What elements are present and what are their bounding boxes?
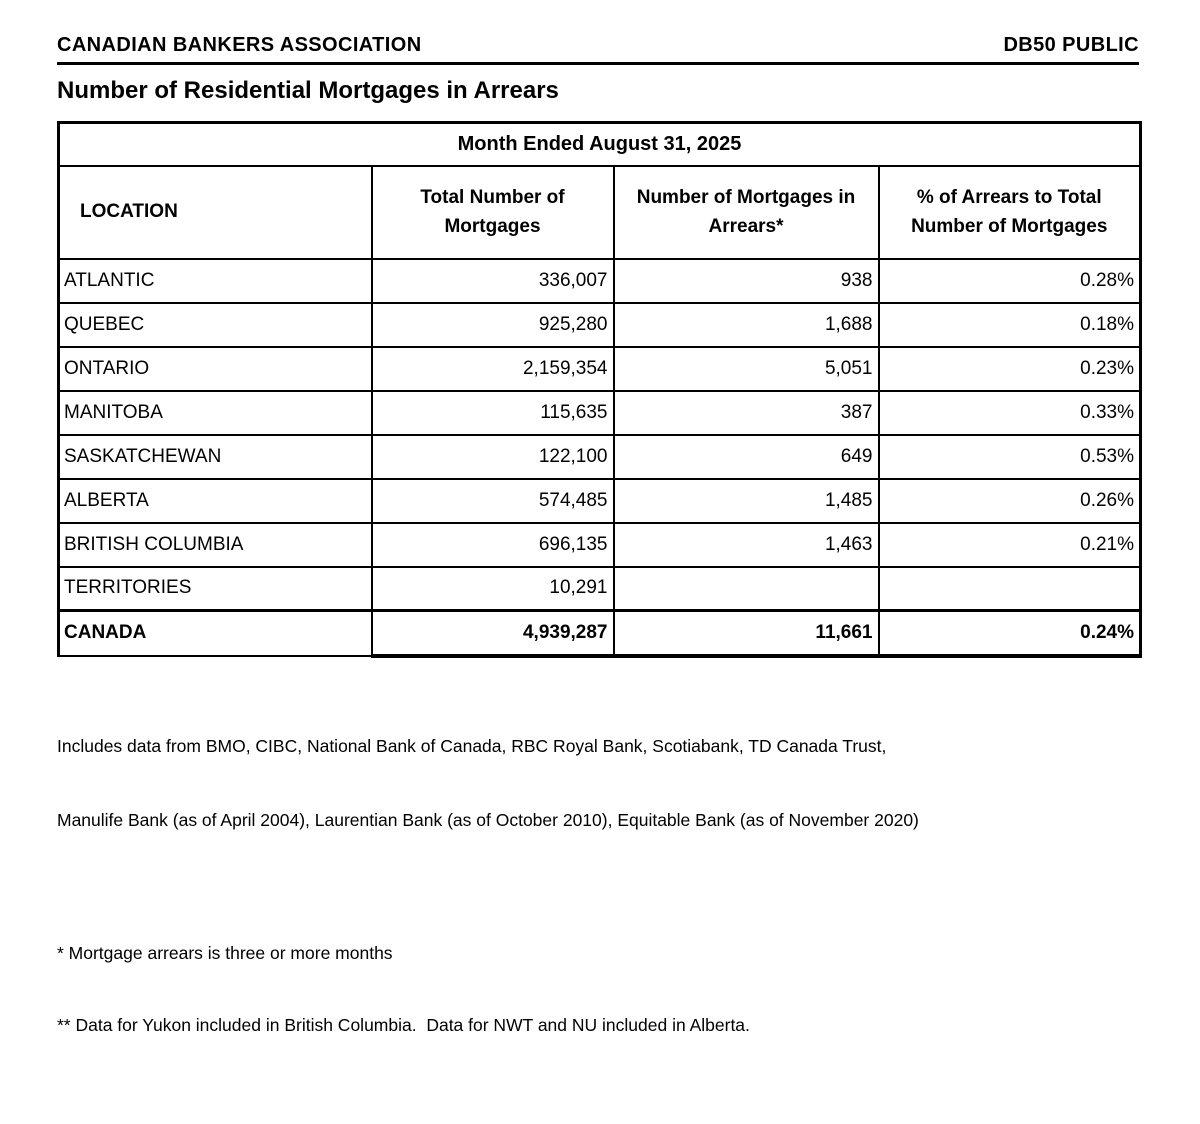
location-cell: TERRITORIES xyxy=(59,567,372,611)
column-header-pct-arrears: % of Arrears to Total Number of Mortgages xyxy=(879,166,1141,259)
footnotes xyxy=(57,688,1139,1124)
total-mortgages-cell: 336,007 xyxy=(372,259,614,303)
total-mortgages-cell: 925,280 xyxy=(372,303,614,347)
table-row xyxy=(59,523,1141,567)
table-row xyxy=(59,567,1141,611)
source-note-line-1: Includes data from BMO, CIBC, National Bank of Canada, RBC Royal Bank, Scotiabank, TD Canada Trust, xyxy=(57,735,887,756)
note-arrears-definition: * Mortgage arrears is three or more months xyxy=(57,942,393,963)
arrears-cell: 1,688 xyxy=(614,303,879,347)
arrears-cell: 649 xyxy=(614,435,879,479)
page-content xyxy=(57,0,1139,1124)
location-cell: ATLANTIC xyxy=(59,259,372,303)
pct-arrears-cell: 0.23% xyxy=(879,347,1141,391)
table-header-row xyxy=(59,166,1141,259)
table-row xyxy=(59,303,1141,347)
table-row xyxy=(59,435,1141,479)
pct-arrears-cell: 0.18% xyxy=(879,303,1141,347)
table-caption-row xyxy=(59,123,1141,166)
location-cell: CANADA xyxy=(59,611,372,656)
location-cell: ALBERTA xyxy=(59,479,372,523)
table-row xyxy=(59,259,1141,303)
total-mortgages-cell: 122,100 xyxy=(372,435,614,479)
table-body xyxy=(59,259,1141,611)
column-header-mortgages-in-arrears: Number of Mortgages in Arrears* xyxy=(614,166,879,259)
arrears-cell: 938 xyxy=(614,259,879,303)
total-mortgages-cell: 4,939,287 xyxy=(372,611,614,656)
column-header-total-mortgages: Total Number of Mortgages xyxy=(372,166,614,259)
location-cell: MANITOBA xyxy=(59,391,372,435)
location-cell: SASKATCHEWAN xyxy=(59,435,372,479)
total-mortgages-cell: 696,135 xyxy=(372,523,614,567)
total-mortgages-cell: 115,635 xyxy=(372,391,614,435)
location-cell: ONTARIO xyxy=(59,347,372,391)
column-header-location: LOCATION xyxy=(59,166,372,259)
total-mortgages-cell: 574,485 xyxy=(372,479,614,523)
canada-total-row xyxy=(59,611,1141,656)
location-cell: QUEBEC xyxy=(59,303,372,347)
pct-arrears-cell: 0.24% xyxy=(879,611,1141,656)
asterisk-notes xyxy=(57,896,1139,1082)
page-title: Number of Residential Mortgages in Arrears xyxy=(57,77,559,104)
table-row xyxy=(59,391,1141,435)
note-territories-data: ** Data for Yukon included in British Columbia. Data for NWT and NU included in Alberta. xyxy=(57,1014,750,1035)
pct-arrears-cell: 0.53% xyxy=(879,435,1141,479)
location-cell: BRITISH COLUMBIA xyxy=(59,523,372,567)
document-header xyxy=(57,0,1139,65)
arrears-cell xyxy=(614,567,879,611)
document-code: DB50 PUBLIC xyxy=(1003,34,1139,56)
arrears-cell: 387 xyxy=(614,391,879,435)
table-head xyxy=(59,123,1141,259)
source-note-line-2: Manulife Bank (as of April 2004), Laurentian Bank (as of October 2010), Equitable Bank (as of November 2020) xyxy=(57,809,919,830)
mortgages-arrears-table xyxy=(57,121,1142,658)
pct-arrears-cell: 0.26% xyxy=(879,479,1141,523)
table-foot xyxy=(59,611,1141,656)
pct-arrears-cell: 0.28% xyxy=(879,259,1141,303)
pct-arrears-cell xyxy=(879,567,1141,611)
arrears-cell: 1,485 xyxy=(614,479,879,523)
pct-arrears-cell: 0.21% xyxy=(879,523,1141,567)
total-mortgages-cell: 10,291 xyxy=(372,567,614,611)
pct-arrears-cell: 0.33% xyxy=(879,391,1141,435)
organization-name: CANADIAN BANKERS ASSOCIATION xyxy=(57,34,422,56)
total-mortgages-cell: 2,159,354 xyxy=(372,347,614,391)
table-row xyxy=(59,347,1141,391)
table-caption: Month Ended August 31, 2025 xyxy=(59,123,1141,166)
arrears-cell: 5,051 xyxy=(614,347,879,391)
table-row xyxy=(59,479,1141,523)
arrears-cell: 1,463 xyxy=(614,523,879,567)
arrears-cell: 11,661 xyxy=(614,611,879,656)
